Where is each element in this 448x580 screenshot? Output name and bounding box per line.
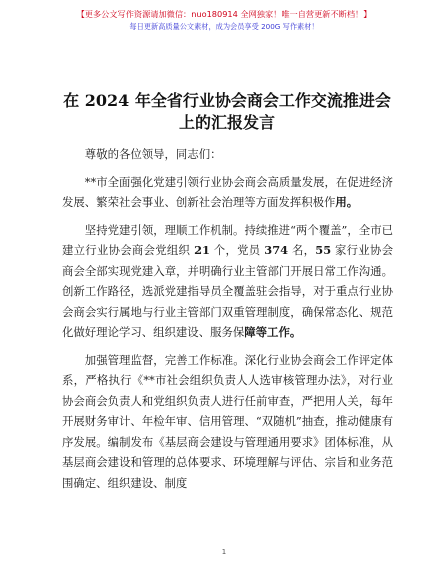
paragraph-tail: 障等工作。 <box>244 325 302 339</box>
intro-tail: 用。 <box>335 195 359 209</box>
document-body <box>62 144 393 493</box>
promo-line-1: 【更多公文写作资源请加微信：nuo180914 全网独家！唯一自营更新不断档！】 <box>76 9 372 19</box>
paragraph-text: 个，党员 <box>209 243 265 257</box>
page-number: 1 <box>221 548 227 556</box>
promo-line-2: 每日更新高质量公文素材，成为会员享受 200G 写作素材！ <box>129 22 319 31</box>
intro-text: **市全面强化党建引领行业协会商会高质量发展，在促进经济发展、繁荣社会事业、创新社会治理等方面发挥积极作 <box>62 174 393 209</box>
document-title: 在 2024 年全省行业协会商会工作交流推进会上的汇报发言 <box>63 91 391 132</box>
stat-party-members: 374 <box>264 243 289 257</box>
paragraph-text: 持续推进“两个覆盖”，全市已建立行业协会商会党组织 <box>62 222 393 257</box>
stat-party-orgs: 21 <box>194 243 210 257</box>
paragraph-text: 家行业协会商会全部实现党建入章，并明确行业主管部门开展日常工作沟通。创新工作路径，选派党建指导员全覆盖驻会指导，对于重点行业协会商会实行属地与行业主管部门双重管理制度，确保常态化、规范化做好理论学习、组织建设、服务保 <box>62 243 394 339</box>
greeting: 尊敬的各位领导，同志们： <box>84 147 222 161</box>
paragraph-lead: 坚持党建引领，理顺工作机制。 <box>84 222 245 237</box>
stat-associations: 55 <box>315 243 332 257</box>
promo-banner <box>0 8 448 32</box>
paragraph-text: 深化行业协会商会工作评定体系，严格执行《**市社会组织负责人人选审核管理办法》，对行业协会商会负责人和党组织负责人进行任前审查，严把用人关，每年开展财务审计、年检年审、信用管理、“双随机”抽查，推动健康有序发展。编制发布《基层商会建设与管理通用要求》团体标准，从基层商会建设和管理的总体要求、环境理解与评估、宗旨和业务范围确定、组织建设、制度 <box>62 352 393 490</box>
intro-paragraph <box>62 172 393 213</box>
paragraph-lead: 加强管理监督，完善工作标准。 <box>84 352 245 367</box>
paragraph-management <box>62 350 393 494</box>
paragraph-party-building <box>62 220 393 343</box>
paragraph-text: 名， <box>288 243 316 257</box>
